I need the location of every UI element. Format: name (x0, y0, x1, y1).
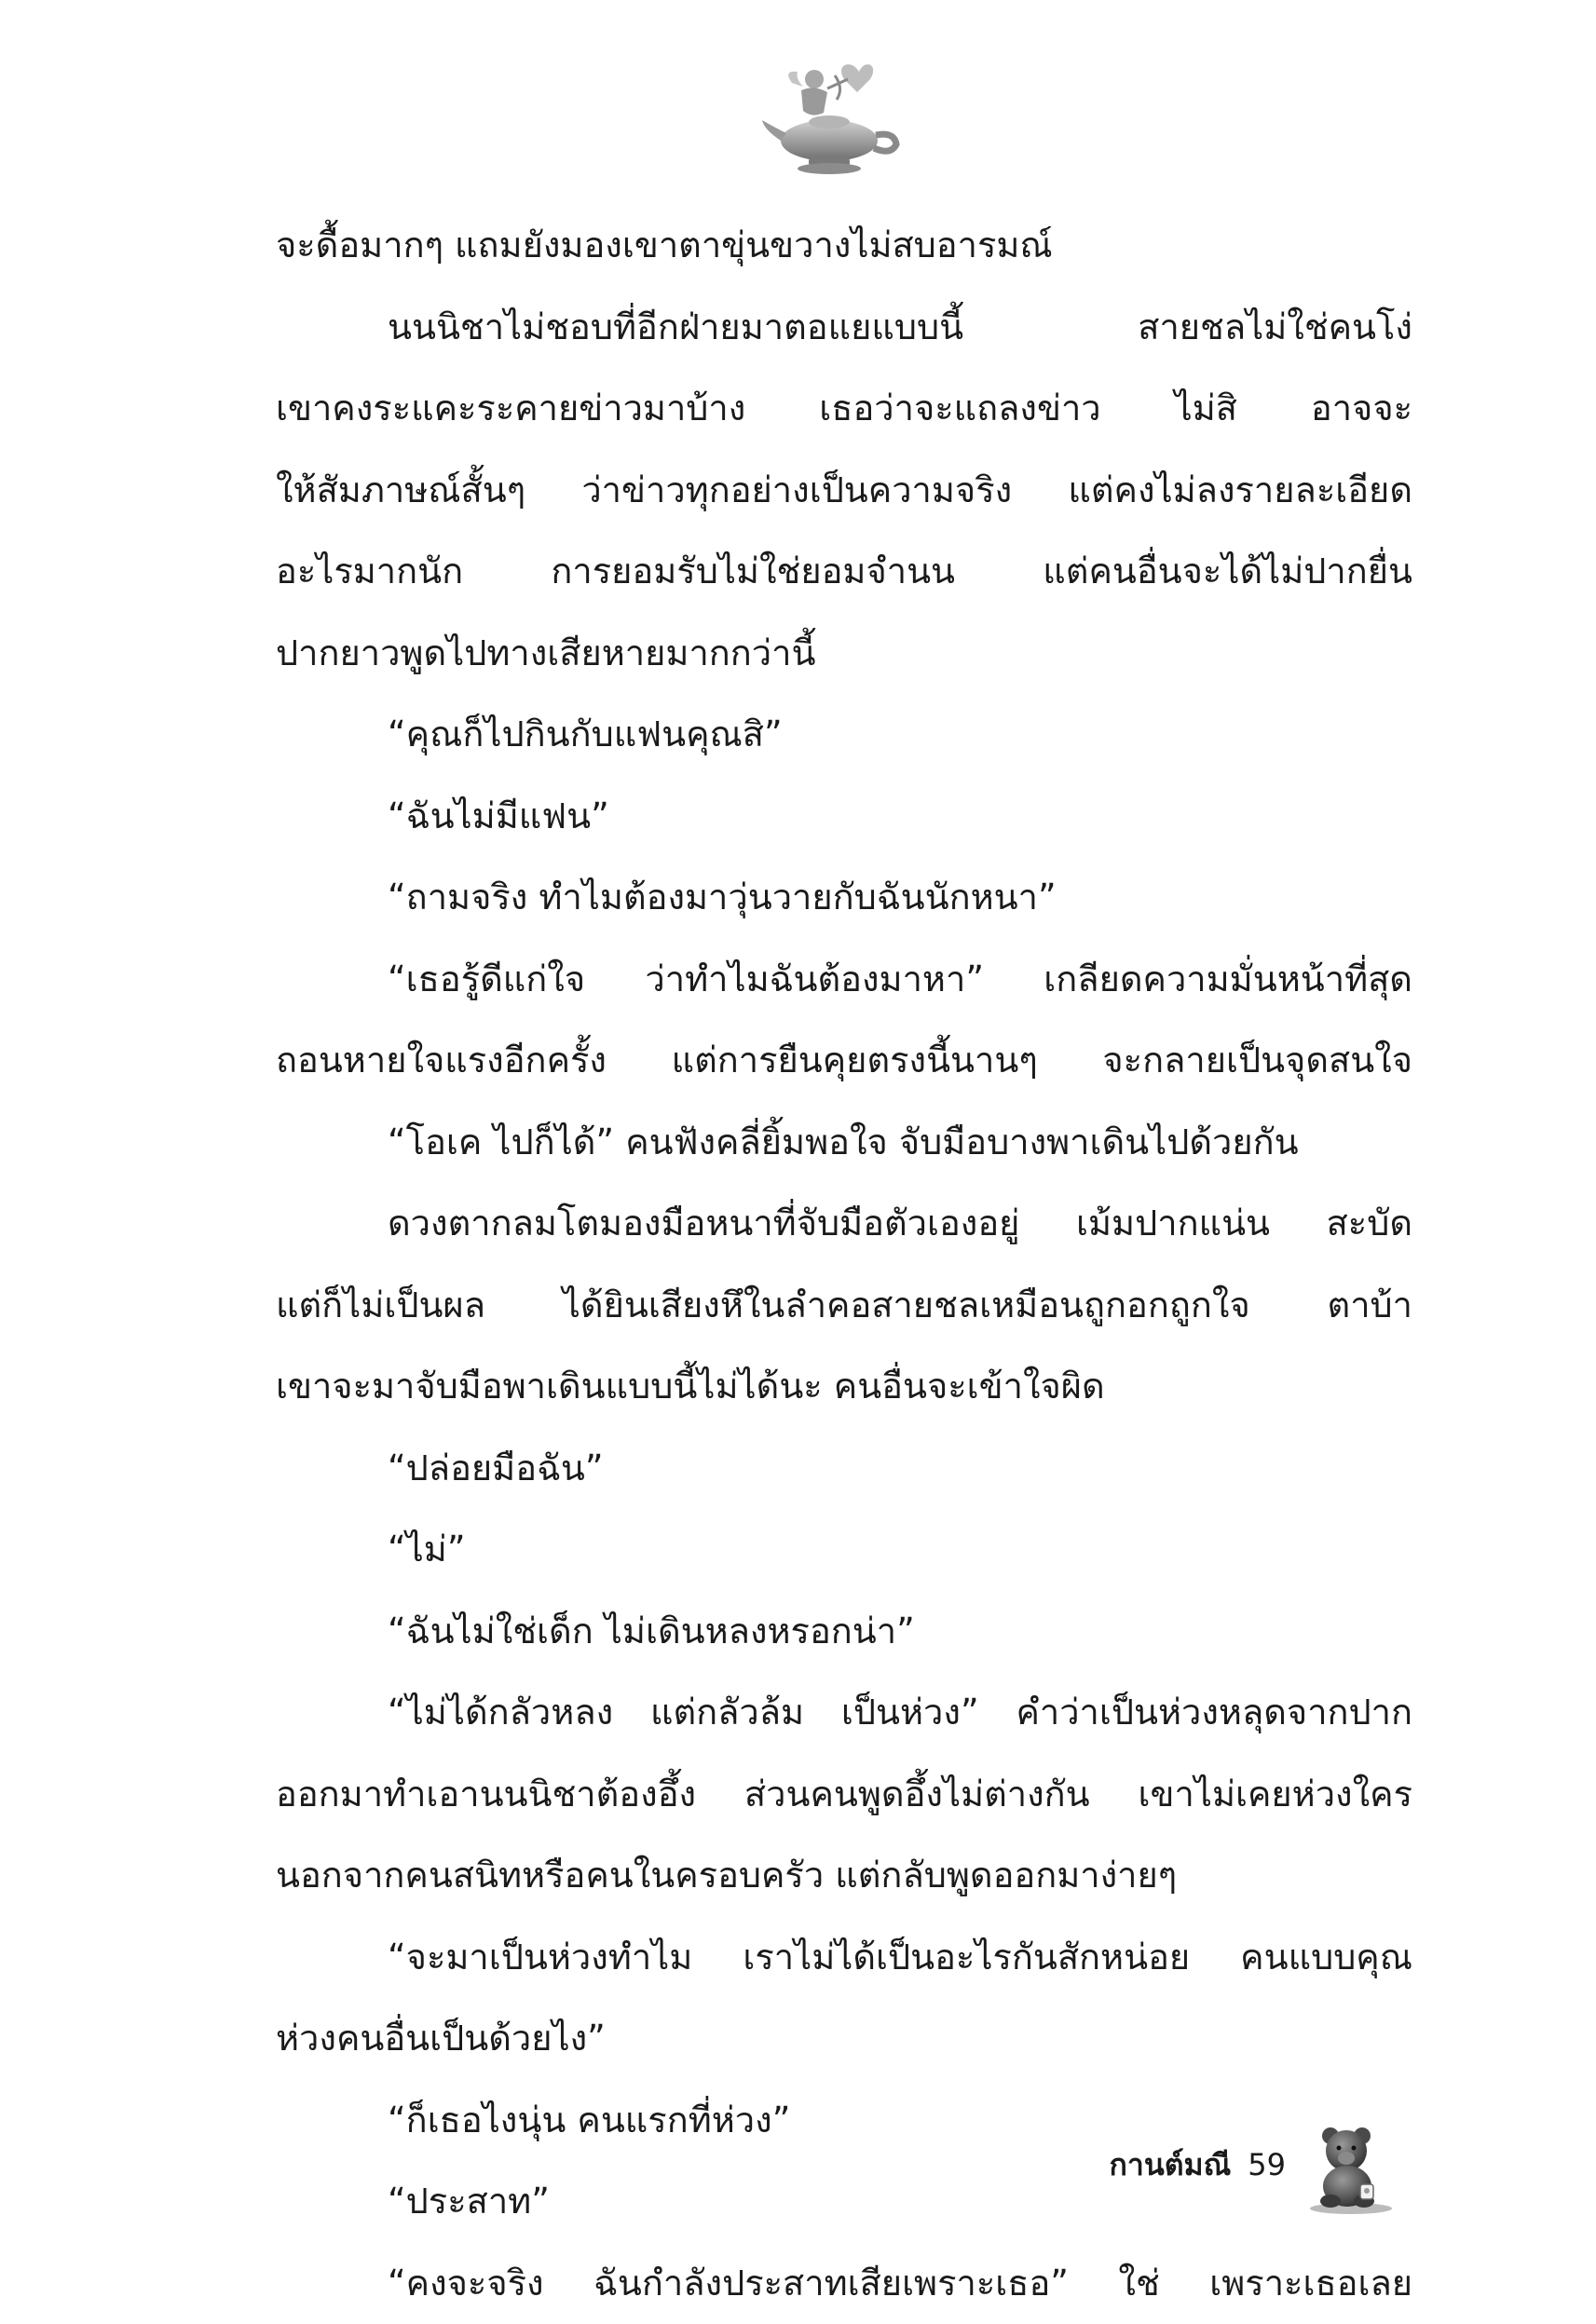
text-line: “ไม่” (276, 1509, 1412, 1591)
teapot-cupid-icon (755, 51, 904, 177)
text-line: แต่ก็ไม่เป็นผล ได้ยินเสียงหึในลำคอสายชลเหมือนถูกอกถูกใจ ตาบ้า (276, 1265, 1412, 1347)
text-line: “จะมาเป็นห่วงทำไม เราไม่ได้เป็นอะไรกันสักหน่อย คนแบบคุณ (276, 1917, 1412, 1999)
text-line: เขาจะมาจับมือพาเดินแบบนี้ไม่ได้นะ คนอื่นจะเข้าใจผิด (276, 1346, 1412, 1428)
teddy-bear-icon (1303, 2123, 1396, 2216)
text-line: “โอเค ไปก็ได้” คนฟังคลี่ยิ้มพอใจ จับมือบางพาเดินไปด้วยกัน (276, 1102, 1412, 1184)
text-line: “ก็เธอไงนุ่น คนแรกที่ห่วง” (276, 2080, 1412, 2162)
text-line: อะไรมากนัก การยอมรับไม่ใช่ยอมจำนน แต่คนอื่นจะได้ไม่ปากยื่น (276, 531, 1412, 613)
page-footer (1110, 2137, 1397, 2193)
author-name: กานต์มณี (1110, 2141, 1232, 2189)
text-line: “ฉันไม่มีแฟน” (276, 776, 1412, 858)
text-line: นอกจากคนสนิทหรือคนในครอบครัว แต่กลับพูดออกมาง่ายๆ (276, 1835, 1412, 1917)
text-line: “ฉันไม่ใช่เด็ก ไม่เดินหลงหรอกน่า” (276, 1591, 1412, 1673)
text-line: ออกมาทำเอานนนิชาต้องอึ้ง ส่วนคนพูดอึ้งไม่ต่างกัน เขาไม่เคยห่วงใคร (276, 1754, 1412, 1836)
text-line: ถอนหายใจแรงอีกครั้ง แต่การยืนคุยตรงนี้นานๆ จะกลายเป็นจุดสนใจ (276, 1020, 1412, 1102)
text-line: “ไม่ได้กลัวหลง แต่กลัวล้ม เป็นห่วง” คำว่าเป็นห่วงหลุดจากปาก (276, 1672, 1412, 1754)
text-line: “คุณก็ไปกินกับแฟนคุณสิ” (276, 694, 1412, 776)
text-line: ให้สัมภาษณ์สั้นๆ ว่าข่าวทุกอย่างเป็นความจริง แต่คงไม่ลงรายละเอียด (276, 450, 1412, 532)
text-line: “เธอรู้ดีแก่ใจ ว่าทำไมฉันต้องมาหา” เกลียดความมั่นหน้าที่สุด (276, 939, 1412, 1021)
text-line: “ปล่อยมือฉัน” (276, 1428, 1412, 1510)
text-line: ดวงตากลมโตมองมือหนาที่จับมือตัวเองอยู่ เม้มปากแน่น สะบัด (276, 1183, 1412, 1265)
text-line: “ประสาท” (276, 2161, 1412, 2243)
text-line: “ถามจริง ทำไมต้องมาวุ่นวายกับฉันนักหนา” (276, 857, 1412, 939)
text-line: นนนิชาไม่ชอบที่อีกฝ่ายมาตอแยแบบนี้ สายชลไม่ใช่คนโง่ (276, 287, 1412, 369)
main-text (276, 205, 1412, 2324)
text-line: ห่วงคนอื่นเป็นด้วยไง” (276, 1998, 1412, 2080)
text-line: จะดื้อมากๆ แถมยังมองเขาตาขุ่นขวางไม่สบอารมณ์ (276, 205, 1412, 287)
text-line: ปากยาวพูดไปทางเสียหายมากกว่านี้ (276, 613, 1412, 695)
text-line: “คงจะจริง ฉันกำลังประสาทเสียเพราะเธอ” ใช่ เพราะเธอเลย (276, 2243, 1412, 2324)
page-number: 59 (1248, 2147, 1286, 2182)
text-line: เขาคงระแคะระคายข่าวมาบ้าง เธอว่าจะแถลงข่าว ไม่สิ อาจจะ (276, 368, 1412, 450)
